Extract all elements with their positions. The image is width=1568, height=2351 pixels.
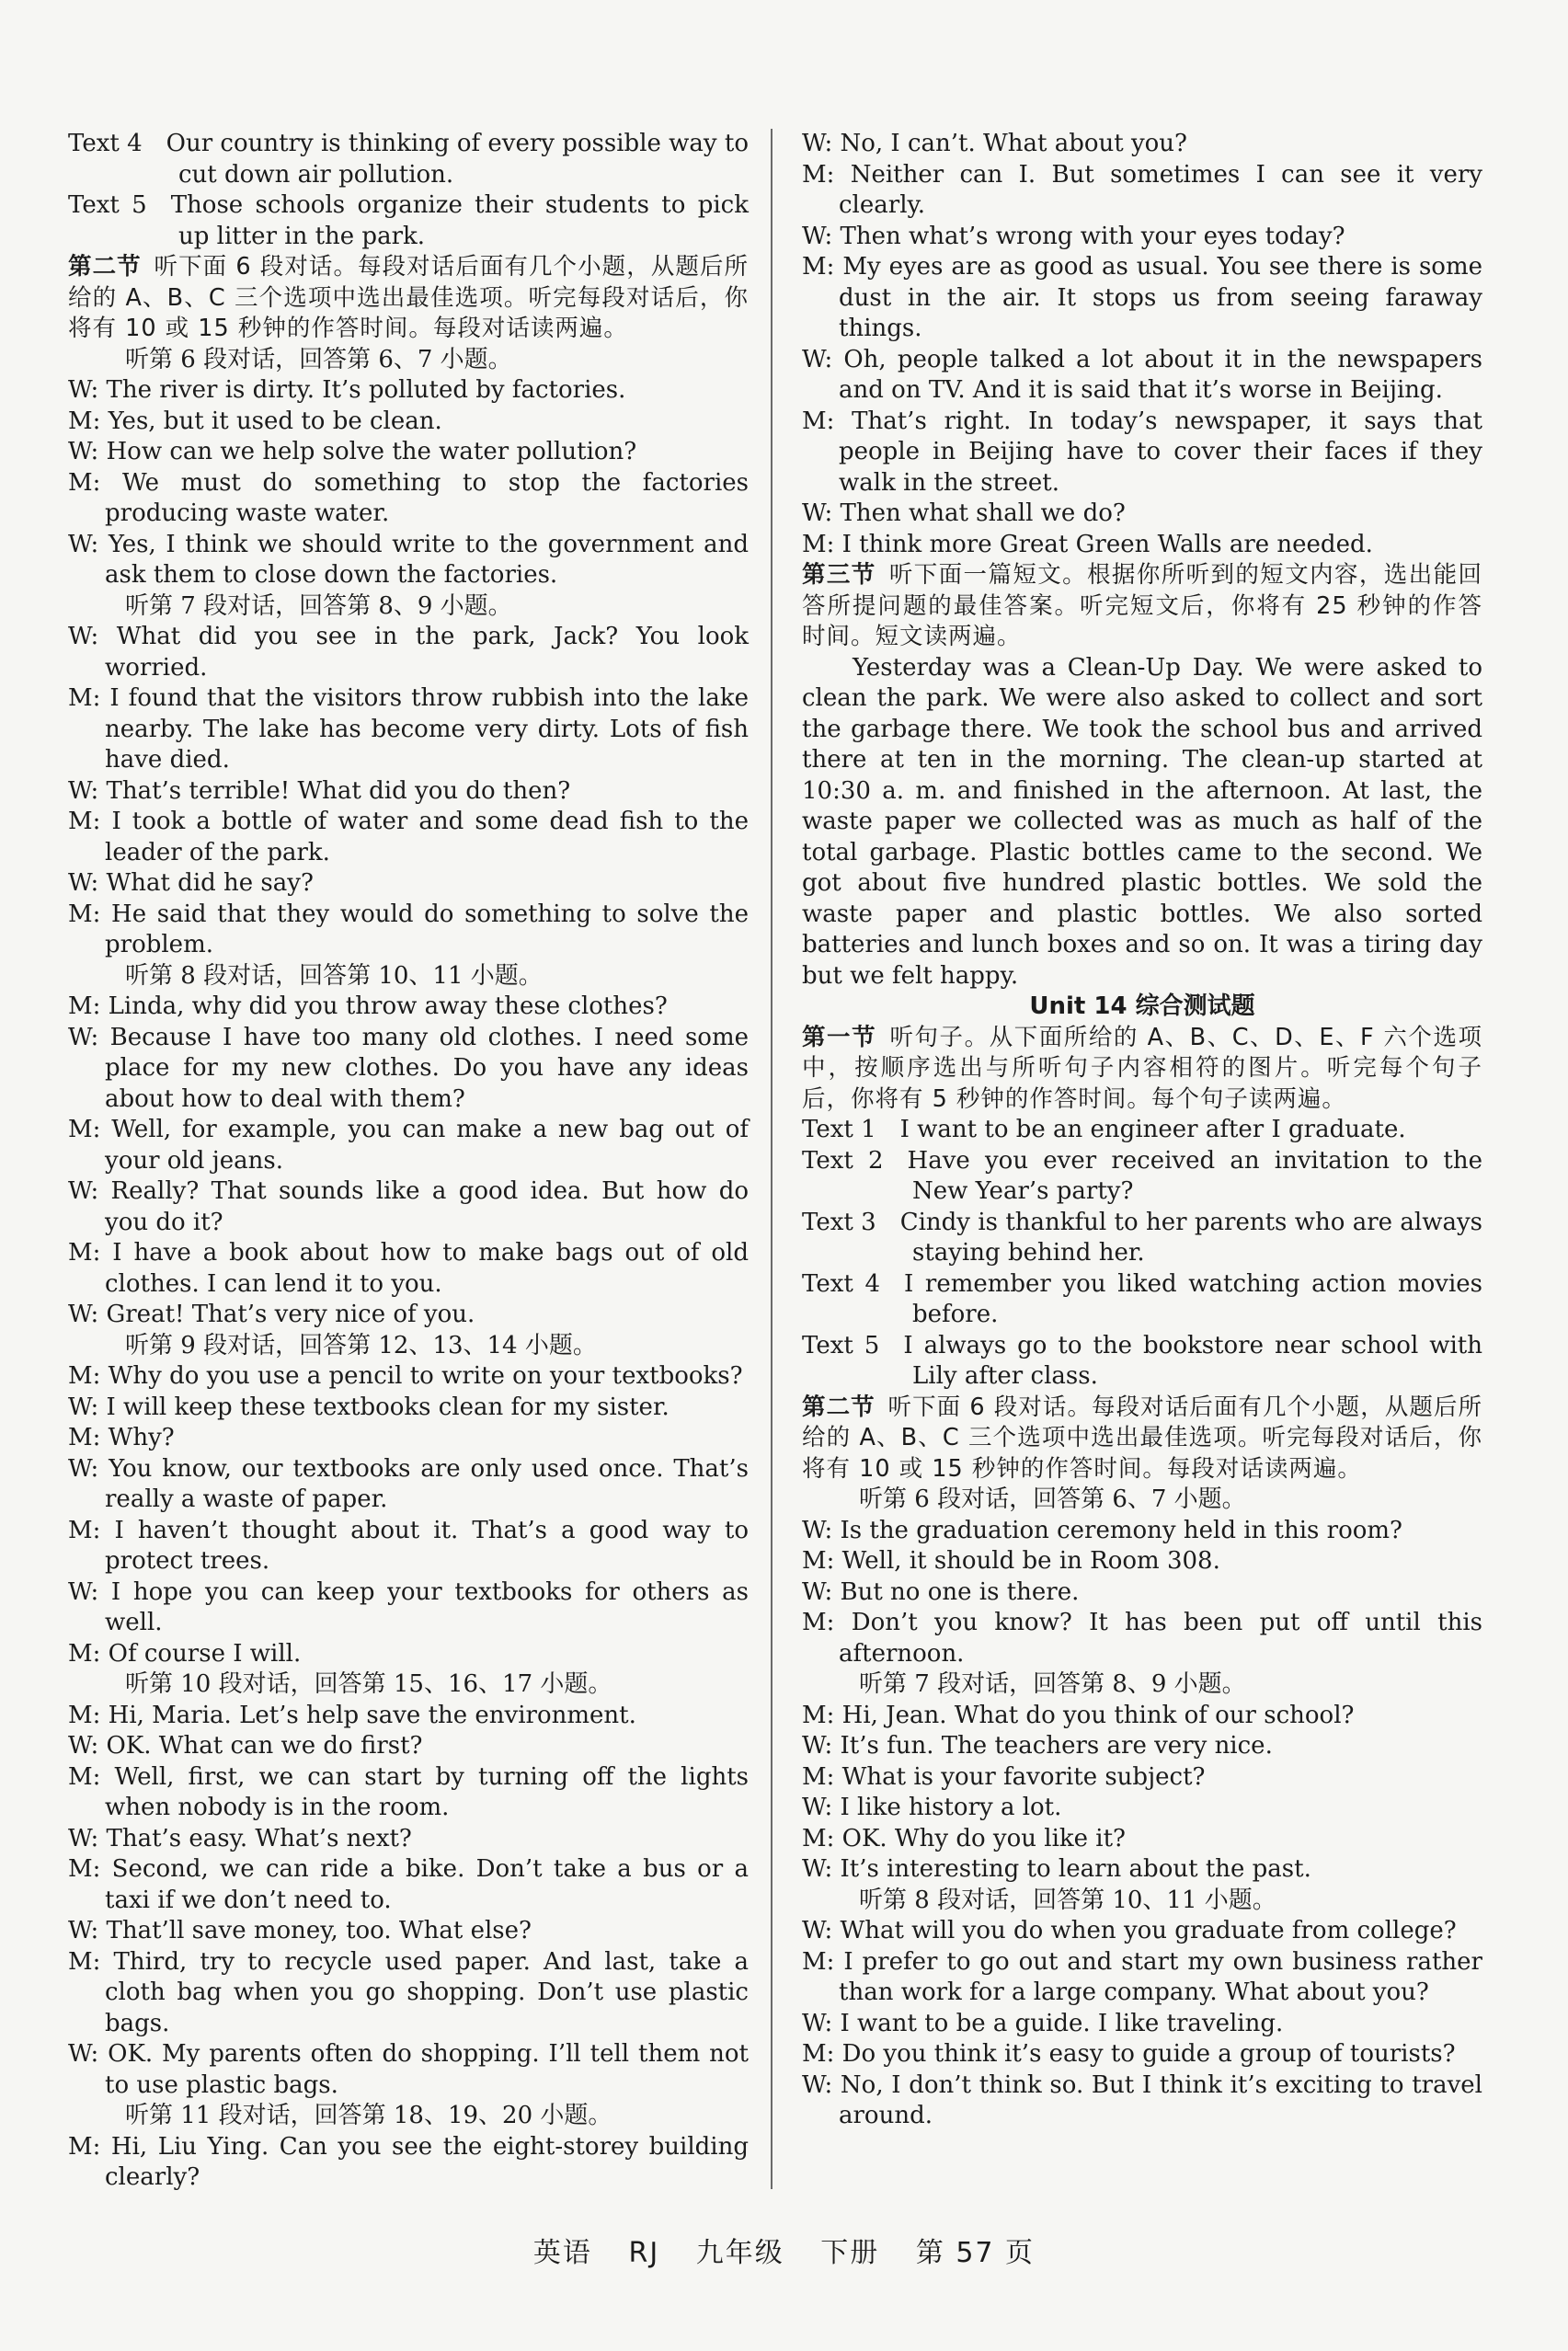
dialogue-line (802, 499, 1482, 530)
block-text: Text 3 Cindy is thankful to her parents who are always staying behind her. (802, 1208, 1482, 1267)
dialogue-line (68, 1701, 749, 1732)
block-text: W: OK. My parents often do shopping. I’ll tell them not to use plastic bags. (68, 2040, 749, 2099)
dialogue-line (68, 1300, 749, 1331)
dialogue-line (802, 222, 1482, 253)
dialogue-line (68, 2039, 749, 2101)
block-text: Unit 14 综合测试题 (1029, 992, 1255, 1020)
block-text: M: Hi, Maria. Let’s help save the environment. (68, 1701, 636, 1729)
block-text: Text 5 Those schools organize their students to pick up litter in the park. (68, 191, 749, 250)
dialogue-line (802, 1793, 1482, 1824)
block-text: W: How can we help solve the water pollution? (68, 438, 637, 465)
dialogue-line (68, 1023, 749, 1116)
page-footer (0, 2230, 1568, 2270)
dialogue-line (68, 868, 749, 900)
block-text: 听下面一篇短文。根据你所听到的短文内容，选出能回答所提问题的最佳答案。听完短文后，你将有 25 秒钟的作答时间。短文读两遍。 (802, 561, 1482, 650)
footer-grade: 九年级 (695, 2237, 784, 2269)
block-text: 听第 8 段对话，回答第 10、11 小题。 (125, 961, 543, 990)
block-text: 听第 10 段对话，回答第 15、16、17 小题。 (125, 1670, 612, 1698)
dialogue-line (68, 1854, 749, 1916)
dialogue-line (802, 252, 1482, 345)
dialogue-line (802, 407, 1482, 499)
text-item (802, 1208, 1482, 1269)
section-instruction (68, 252, 749, 345)
block-text: M: Neither can I. But sometimes I can see it very clearly. (802, 160, 1482, 219)
block-text: W: Really? That sounds like a good idea. But how do you do it? (68, 1177, 749, 1236)
block-text: W: No, I can’t. What about you? (802, 130, 1187, 157)
dialogue-line (802, 530, 1482, 561)
dialogue-line (802, 1608, 1482, 1669)
dialogue-line (802, 1546, 1482, 1577)
dialogue-line (802, 129, 1482, 160)
block-text: W: It’s interesting to learn about the past. (802, 1855, 1311, 1883)
dialogue-line (68, 1824, 749, 1855)
dialogue-line (68, 900, 749, 961)
dialogue-line (802, 2039, 1482, 2070)
block-text: 听第 7 段对话，回答第 8、9 小题。 (125, 591, 512, 620)
block-text: W: Is the graduation ceremony held in this room? (802, 1516, 1402, 1544)
dialogue-line (68, 1238, 749, 1300)
block-text: M: Do you think it’s easy to guide a group of tourists? (802, 2040, 1456, 2068)
dialogue-line (68, 683, 749, 776)
dialogue-line (802, 1762, 1482, 1794)
block-text: 听第 7 段对话，回答第 8、9 小题。 (859, 1670, 1246, 1698)
dialogue-line (68, 437, 749, 468)
block-text: Text 5 I always go to the bookstore near school with Lily after class. (802, 1331, 1482, 1390)
dialogue-line (68, 1577, 749, 1639)
dialogue-line (802, 1701, 1482, 1732)
dialogue-line (802, 1916, 1482, 1947)
footer-subject: 英语 (532, 2237, 592, 2269)
dialogue-line (68, 807, 749, 868)
dialogue-instruction (68, 591, 749, 623)
block-text: W: You know, our textbooks are only used once. That’s really a waste of paper. (68, 1454, 749, 1513)
dialogue-instruction (68, 961, 749, 992)
block-text: M: We must do something to stop the factories producing waste water. (68, 468, 749, 527)
dialogue-line (802, 1577, 1482, 1609)
block-text: W: I will keep these textbooks clean for my sister. (68, 1393, 670, 1421)
dialogue-line (68, 530, 749, 591)
block-text: W: I want to be a guide. I like traveling. (802, 2009, 1284, 2037)
section-instruction (802, 1023, 1482, 1116)
dialogue-line (68, 1639, 749, 1670)
block-text: Text 4 Our country is thinking of every possible way to cut down air pollution. (68, 130, 749, 189)
block-text: 听下面 6 段对话。每段对话后面有几个小题，从题后所给的 A、B、C 三个选项中选出最佳选项。听完每段对话后，你将有 10 或 15 秒钟的作答时间。每段对话读两遍。 (802, 1393, 1482, 1483)
block-text: M: I think more Great Green Walls are needed. (802, 530, 1373, 558)
block-text: W: Yes, I think we should write to the government and ask them to close down the factories. (68, 530, 749, 589)
dialogue-line (68, 1423, 749, 1454)
dialogue-line (68, 1947, 749, 2040)
dialogue-line (802, 1854, 1482, 1886)
left-column (68, 129, 749, 2194)
block-text: M: Well, it should be in Room 308. (802, 1547, 1220, 1575)
block-text: 听第 6 段对话，回答第 6、7 小题。 (125, 345, 512, 373)
block-text: W: What will you do when you graduate from college? (802, 1917, 1457, 1944)
dialogue-instruction (68, 345, 749, 376)
dialogue-line (68, 1115, 749, 1176)
block-text: W: The river is dirty. It’s polluted by factories. (68, 376, 626, 404)
block-text: M: I took a bottle of water and some dead fish to the leader of the park. (68, 808, 749, 866)
dialogue-line (68, 2132, 749, 2194)
unit-title (802, 992, 1482, 1023)
block-text: W: OK. What can we do first? (68, 1732, 423, 1760)
dialogue-line (68, 1361, 749, 1393)
block-text: M: Well, for example, you can make a new bag out of your old jeans. (68, 1116, 749, 1175)
footer-volume: 下册 (820, 2237, 880, 2269)
block-text: W: Because I have too many old clothes. I need some place for my new clothes. Do you have any ideas about how to deal with them? (68, 1023, 749, 1113)
block-text: M: My eyes are as good as usual. You see there is some dust in the air. It stops us from seeing faraway things. (802, 253, 1482, 342)
block-text: M: I prefer to go out and start my own business rather than work for a large company. What about you? (802, 1947, 1482, 2006)
dialogue-line (802, 1824, 1482, 1855)
dialogue-line (68, 1176, 749, 1238)
block-text: M: I haven’t thought about it. That’s a good way to protect trees. (68, 1516, 749, 1575)
dialogue-line (68, 1516, 749, 1577)
block-text: W: That’ll save money, too. What else? (68, 1917, 532, 1944)
dialogue-instruction (68, 1331, 749, 1362)
block-text: Text 1 I want to be an engineer after I graduate. (802, 1116, 1406, 1143)
dialogue-instruction (68, 2101, 749, 2132)
section-instruction (802, 1393, 1482, 1485)
dialogue-line (68, 1731, 749, 1762)
block-text: W: Great! That’s very nice of you. (68, 1301, 475, 1328)
text-item (68, 129, 749, 190)
block-text: M: Linda, why did you throw away these clothes? (68, 992, 668, 1020)
block-text: Text 4 I remember you liked watching action movies before. (802, 1269, 1482, 1328)
dialogue-line (802, 160, 1482, 222)
dialogue-line (68, 1393, 749, 1424)
dialogue-line (68, 1916, 749, 1947)
block-text: M: Third, try to recycle used paper. And last, take a cloth bag when you go shopping. Don’t use plastic bags. (68, 1947, 749, 2037)
text-item (802, 1269, 1482, 1331)
text-item (802, 1331, 1482, 1393)
dialogue-line (68, 776, 749, 808)
text-item (802, 1115, 1482, 1146)
column-divider (771, 129, 773, 2189)
block-text: 听第 11 段对话，回答第 18、19、20 小题。 (125, 2102, 612, 2129)
block-text: M: That’s right. In today’s newspaper, it says that people in Beijing have to cover their faces if they walk in the street. (802, 407, 1482, 497)
block-text: 听句子。从下面所给的 A、B、C、D、E、F 六个选项中，按顺序选出与所听句子内容相符的图片。听完每个句子后，你将有 5 秒钟的作答时间。每个句子读两遍。 (802, 1023, 1482, 1113)
dialogue-instruction (68, 1669, 749, 1701)
block-text: M: I have a book about how to make bags out of old clothes. I can lend it to you. (68, 1239, 749, 1298)
right-column (802, 129, 1482, 2132)
block-text: 听第 6 段对话，回答第 6、7 小题。 (859, 1485, 1246, 1513)
block-text: M: Second, we can ride a bike. Don’t take a bus or a taxi if we don’t need to. (68, 1855, 749, 1914)
block-text: M: I found that the visitors throw rubbish into the lake nearby. The lake has become very dirty. Lots of fish have died. (68, 684, 749, 774)
dialogue-instruction (802, 1886, 1482, 1917)
dialogue-line (802, 2009, 1482, 2040)
block-text: M: Why? (68, 1424, 175, 1451)
block-text: M: What is your favorite subject? (802, 1762, 1206, 1791)
dialogue-line (68, 375, 749, 407)
block-text: Text 2 Have you ever received an invitation to the New Year’s party? (802, 1146, 1482, 1205)
block-text: M: Well, first, we can start by turning off the lights when nobody is in the room. (68, 1762, 749, 1821)
dialogue-line (68, 407, 749, 438)
dialogue-line (802, 1731, 1482, 1762)
text-item (68, 190, 749, 252)
block-text: W: Then what shall we do? (802, 499, 1126, 527)
block-text: W: What did he say? (68, 869, 314, 897)
block-text: M: Of course I will. (68, 1639, 302, 1668)
block-text: W: That’s terrible! What did you do then? (68, 776, 571, 805)
block-text: W: Oh, people talked a lot about it in the newspapers and on TV. And it is said that it’s worse in Beijing. (802, 345, 1482, 404)
dialogue-line (68, 1454, 749, 1516)
block-text: W: No, I don’t think so. But I think it’s exciting to travel around. (802, 2070, 1482, 2129)
section-instruction (802, 560, 1482, 653)
dialogue-instruction (802, 1485, 1482, 1516)
block-text: M: Yes, but it used to be clean. (68, 407, 442, 435)
dialogue-line (802, 345, 1482, 407)
block-text: 听第 9 段对话，回答第 12、13、14 小题。 (125, 1331, 597, 1359)
section-label: 第三节 (802, 561, 876, 589)
footer-edition: RJ (628, 2237, 660, 2269)
block-text: M: He said that they would do something to solve the problem. (68, 900, 749, 958)
section-label: 第二节 (68, 253, 142, 281)
block-text: W: What did you see in the park, Jack? You look worried. (68, 623, 749, 682)
passage-paragraph (802, 653, 1482, 992)
block-text: W: That’s easy. What’s next? (68, 1824, 412, 1852)
block-text: W: I hope you can keep your textbooks for others as well. (68, 1577, 749, 1636)
dialogue-line (68, 622, 749, 683)
block-text: M: OK. Why do you like it? (802, 1824, 1126, 1852)
block-text: Yesterday was a Clean-Up Day. We were asked to clean the park. We were also asked to collect and sort the garbage there. We took the school bus and arrived there at ten in the morning. The clean-up started at 10:30 a. m. and finished in the afternoon. At last, the waste paper we collected was as much as half of the total garbage. Plastic bottles came to the second. We got about five hundred plastic bottles. We sold the waste paper and plastic bottles. We also sorted batteries and lunch boxes and so on. It was a tiring day but we felt happy. (802, 653, 1482, 990)
block-text: 听第 8 段对话，回答第 10、11 小题。 (859, 1886, 1276, 1914)
block-text: M: Don’t you know? It has been put off until this afternoon. (802, 1609, 1482, 1668)
section-label: 第一节 (802, 1023, 877, 1051)
block-text: 听下面 6 段对话。每段对话后面有几个小题，从题后所给的 A、B、C 三个选项中选出最佳选项。听完每段对话后，你将有 10 或 15 秒钟的作答时间。每段对话读两遍。 (68, 253, 749, 342)
footer-page-number: 第 57 页 (915, 2237, 1036, 2269)
block-text: W: It’s fun. The teachers are very nice. (802, 1732, 1273, 1760)
dialogue-line (802, 1516, 1482, 1547)
dialogue-line (68, 468, 749, 530)
text-item (802, 1146, 1482, 1208)
block-text: M: Hi, Jean. What do you think of our school? (802, 1701, 1355, 1729)
dialogue-line (68, 1762, 749, 1824)
dialogue-line (802, 1947, 1482, 2009)
block-text: W: I like history a lot. (802, 1794, 1062, 1821)
dialogue-line (68, 992, 749, 1023)
block-text: M: Hi, Liu Ying. Can you see the eight-storey building clearly? (68, 2132, 749, 2191)
block-text: W: Then what’s wrong with your eyes today? (802, 222, 1345, 250)
block-text: W: But no one is there. (802, 1577, 1080, 1606)
dialogue-line (802, 2070, 1482, 2132)
dialogue-instruction (802, 1669, 1482, 1701)
block-text: M: Why do you use a pencil to write on your textbooks? (68, 1362, 743, 1390)
section-label: 第二节 (802, 1393, 876, 1421)
